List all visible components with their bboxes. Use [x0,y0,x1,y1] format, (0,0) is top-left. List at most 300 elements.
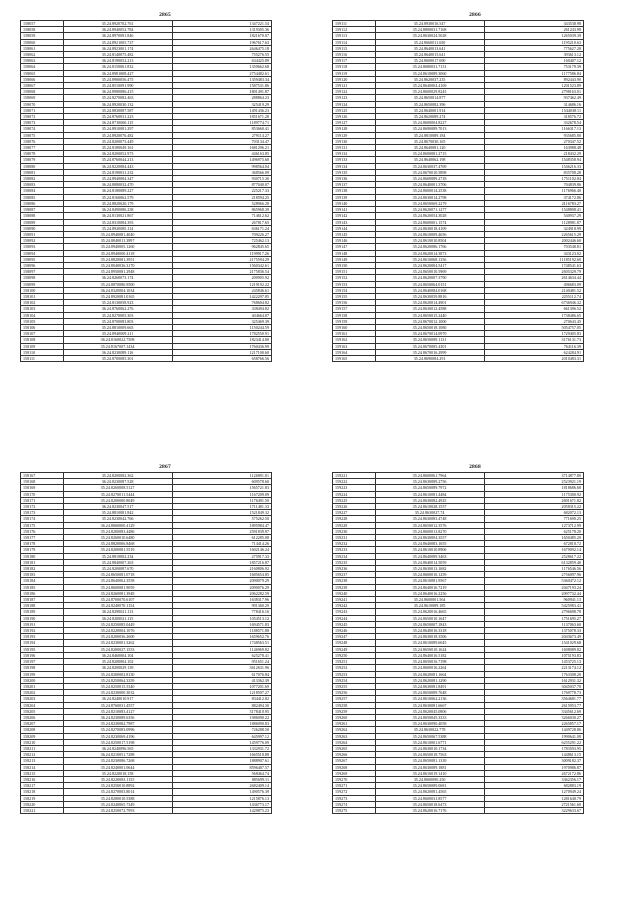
amount-cell: 2721561.60 [484,801,583,807]
account-key-cell: 35.24.8270082.463 [63,95,172,101]
account-key-cell: 35.24.8620014.4901 [375,300,484,306]
amount-cell: 270643.45 [484,318,583,324]
account-key-cell: 35.24.8650018.1080 [375,324,484,330]
document-page-2866 [322,6,628,438]
amount-cell: 2043673.49 [484,634,583,640]
amount-cell: 1760436.99 [172,343,271,349]
account-key-cell: 35.24.8600081.2715 [375,151,484,157]
amount-cell: 1857216.87 [172,559,271,565]
record-id-cell: 159143 [333,219,376,225]
account-key-cell: 35.24.8630090.4058 [375,721,484,727]
account-key-cell: 35.24.8630024.5028 [375,33,484,39]
amount-cell: 1886090.83 [172,721,271,727]
amount-cell: 1491436.23 [172,107,271,113]
account-key-cell: 36.24.8460004.104 [63,652,172,658]
amount-cell: 634425.89 [172,58,271,64]
amount-cell: 1347221.54 [172,21,271,27]
amount-cell: 714414.26 [172,541,271,547]
record-id-cell: 159241 [333,597,376,603]
record-id-cell: 158104 [21,312,64,318]
account-key-cell: 36.24.8230089.116 [63,349,172,355]
account-key-cell: 35.24.8650082.396 [375,101,484,107]
record-id-cell: 159125 [333,107,376,113]
record-id-cell: 159122 [333,89,376,95]
record-id-cell: 159256 [333,690,376,696]
account-key-cell: 35.24.8600089.2718 [375,176,484,182]
account-key-cell: 35.24.8820081.3951 [63,256,172,262]
record-id-cell: 158215 [21,770,64,776]
amount-cell: 2614634.44 [484,275,583,281]
amount-cell: 225217.33 [172,188,271,194]
amount-cell: 853660.41 [172,126,271,132]
record-id-cell: 159251 [333,659,376,665]
record-id-cell: 158099 [21,281,64,287]
account-key-cell: 35.24.8930016.547 [375,21,484,27]
account-key-cell: 35.24.8200036.2600 [63,634,172,640]
record-id-cell: 159275 [333,807,376,813]
amount-cell: 835708.28 [484,169,583,175]
amount-cell: 3714877.80 [484,473,583,479]
account-key-cell: 35.24.8630081.6667 [375,702,484,708]
account-key-cell: 35.24.8650089.7972 [375,485,484,491]
account-key-cell: 35.24.8620016.7176 [375,807,484,813]
amount-cell: 1565721.83 [172,485,271,491]
amount-cell: 3176131.73 [484,337,583,343]
account-key-cell: 35.24.8760031.4557 [63,702,172,708]
amount-cell: 2175594.29 [172,256,271,262]
account-key-cell: 35.24.8810009.665 [63,324,172,330]
record-id-cell: 159272 [333,789,376,795]
amount-cell: 1167209.09 [172,491,271,497]
amount-cell: 267817.65 [172,219,271,225]
record-id-cell: 159126 [333,114,376,120]
amount-cell: 768604.82 [172,300,271,306]
amount-cell: 2798163.01 [484,89,583,95]
amount-cell: 1782550.91 [172,331,271,337]
record-id-cell: 158194 [21,640,64,646]
record-id-cell: 158171 [21,497,64,503]
amount-cell: 3345612.69 [484,708,583,714]
record-id-cell: 158207 [21,721,64,727]
amount-cell: 5054757.05 [484,324,583,330]
record-id-cell: 159227 [333,510,376,516]
record-id-cell: 158170 [21,491,64,497]
amount-cell: 714612.62 [172,213,271,219]
amount-cell: 658766.56 [172,355,271,361]
account-key-cell: 36.24.8160022.7508 [63,337,172,343]
amount-cell: 1189774.71 [172,120,271,126]
account-key-cell: 35.24.8630014.2798 [375,194,484,200]
record-id-cell: 159134 [333,163,376,169]
account-key-cell: 35.24.8240070.1154 [63,603,172,609]
amount-cell: 1685654.85 [172,572,271,578]
record-id-cell: 159119 [333,70,376,76]
amount-cell: 778416.16 [172,609,271,615]
account-key-cell: 35.24.8600013.8270 [375,528,484,534]
amount-cell: 1763308.20 [484,671,583,677]
account-key-cell: 36.24.8220084.443 [63,163,172,169]
record-id-cell: 158105 [21,318,64,324]
amount-cell: 3045037.70 [484,683,583,689]
amount-cell: 2265857.17 [484,721,583,727]
record-id-cell: 158077 [21,145,64,151]
amount-cell: 2097732.44 [484,590,583,596]
amount-cell: 1638317.96 [172,597,271,603]
record-id-cell: 158176 [21,528,64,534]
amount-cell: 1541029.68 [484,640,583,646]
account-key-cell: 35.24.8630012.4588 [375,306,484,312]
account-key-cell: 35.24.8630013.1682 [375,566,484,572]
account-key-cell: 36.24.8940052.784 [63,27,172,33]
record-id-cell: 159138 [333,188,376,194]
account-key-cell: 36.24.8060000.4129 [63,522,172,528]
amount-cell: 2672172.86 [484,770,583,776]
account-key-cell: 35.24.8940005.1260 [63,244,172,250]
record-id-cell: 159273 [333,795,376,801]
record-id-cell: 158110 [21,349,64,355]
record-id-cell: 159130 [333,138,376,144]
account-key-cell: 35.24.8630010.1734 [375,745,484,751]
amount-cell: 998564.04 [172,163,271,169]
amount-cell: 1281648.79 [484,795,583,801]
amount-cell: 324918.99 [484,225,583,231]
account-key-cell: 35.24.8200087.670 [63,566,172,572]
amount-cell: 1851671.28 [172,114,271,120]
account-key-cell: 35.24.8630089.2756 [375,479,484,485]
record-id-cell: 159232 [333,541,376,547]
account-key-cell: 35.24.8610081.4484 [375,491,484,497]
record-id-cell: 158213 [21,758,64,764]
amount-cell: 1665518.88 [172,752,271,758]
record-id-cell: 159265 [333,745,376,751]
account-key-cell: 35.24.8610062.2136 [375,696,484,702]
account-key-cell: 35.24.8600031.8577 [375,795,484,801]
record-id-cell: 158095 [21,256,64,262]
record-id-cell: 159121 [333,83,376,89]
record-id-cell: 158203 [21,696,64,702]
record-id-cell: 159243 [333,609,376,615]
record-id-cell: 158071 [21,107,64,113]
record-id-cell: 159139 [333,194,376,200]
account-key-cell: 35.24.8940000.4118 [63,250,172,256]
amount-cell: 1748541.63 [484,262,583,268]
record-id-cell: 158058 [21,27,64,33]
record-id-cell: 158169 [21,485,64,491]
record-id-cell: 158204 [21,702,64,708]
record-id-cell: 158102 [21,300,64,306]
account-key-cell: 35.24.8700083.803 [63,318,172,324]
record-id-cell: 159267 [333,758,376,764]
record-id-cell: 158205 [21,708,64,714]
account-key-cell: 35.24.8640001.914 [375,107,484,113]
amount-cell: 1801491.87 [172,89,271,95]
amount-cell: 528966.28 [172,200,271,206]
record-id-cell: 158108 [21,337,64,343]
account-key-cell: 35.24.8650045.3333 [375,714,484,720]
amount-cell: 612285.08 [172,535,271,541]
amount-cell: 1970986.87 [484,764,583,770]
page-number: 2865 [159,12,171,18]
amount-cell: 1176546.56 [484,566,583,572]
record-id-cell: 159156 [333,300,376,306]
amount-cell: 1895984.47 [172,522,271,528]
account-key-cell: 36.24.8200052.973 [63,151,172,157]
record-id-cell: 159152 [333,275,376,281]
amount-cell: 2615953.77 [484,702,583,708]
account-key-cell: 35.24.8250064.3359 [63,677,172,683]
record-id-cell: 158088 [21,213,64,219]
record-id-cell: 158168 [21,479,64,485]
data-table [332,20,584,362]
record-id-cell: 158089 [21,219,64,225]
record-id-cell: 159250 [333,652,376,658]
amount-cell: 1054513.12 [172,615,271,621]
record-id-cell: 158091 [21,231,64,237]
record-id-cell: 158192 [21,628,64,634]
record-id-cell: 159264 [333,739,376,745]
account-key-cell: 35.24.8260081.3948 [63,590,172,596]
account-key-cell: 35.24.8230001.3262 [63,640,172,646]
record-id-cell: 158219 [21,795,64,801]
amount-cell: 325419.29 [172,101,271,107]
record-id-cell: 158086 [21,200,64,206]
account-key-cell: 35.24.8980056.475 [63,76,172,82]
account-key-cell: 35.24.8240001.0644 [63,764,172,770]
account-key-cell: 35.24.8160062.579 [63,194,172,200]
record-id-cell: 158107 [21,331,64,337]
record-id-cell: 158187 [21,597,64,603]
account-key-cell: 35.24.8220083.1155 [63,776,172,782]
amount-cell: 2062282.59 [172,590,271,596]
amount-cell: 2002446.60 [484,238,583,244]
account-key-cell: 35.24.8620081.1664 [375,671,484,677]
account-key-cell: 35.24.8670030.165 [375,138,484,144]
account-key-cell: 35.24.8670016.2999 [375,349,484,355]
account-key-cell: 35.24.8230000.3032 [63,690,172,696]
record-id-cell: 158075 [21,132,64,138]
account-key-cell: 35.24.8630027.74 [375,510,484,516]
record-id-cell: 158059 [21,33,64,39]
amount-cell: 1350662.68 [172,64,271,70]
amount-cell: 6736946.32 [484,300,583,306]
amount-cell: 5360472.12 [484,578,583,584]
account-key-cell: 35.24.8940081.4040 [63,231,172,237]
record-id-cell: 159128 [333,126,376,132]
record-id-cell: 159157 [333,306,376,312]
account-key-cell: 35.24.8180049.161 [63,145,172,151]
amount-cell: 1137063.60 [484,621,583,627]
account-key-cell: 35.24.8200073.449 [63,138,172,144]
record-id-cell: 159225 [333,497,376,503]
amount-cell: 2116783.27 [484,200,583,206]
record-id-cell: 158198 [21,665,64,671]
account-key-cell: 35.24.8610001.6771 [375,739,484,745]
account-key-cell: 35.24.8040011.3897 [63,238,172,244]
record-id-cell: 159252 [333,665,376,671]
amount-cell: 3009182.37 [484,758,583,764]
amount-cell: 3612631.96 [172,665,271,671]
account-key-cell: 35.24.8620007.3790 [375,275,484,281]
record-id-cell: 159228 [333,516,376,522]
amount-cell: 682883.19 [484,783,583,789]
amount-cell: 1175300.92 [484,491,583,497]
record-id-cell: 159131 [333,145,376,151]
account-key-cell: 35.24.8610010.8906 [375,547,484,553]
account-key-cell: 35.24.8250085.0449 [63,621,172,627]
account-key-cell: 35.24.8650089.1131 [375,337,484,343]
account-key-cell: 35.24.8640016.3318 [375,628,484,634]
amount-cell: 882494.30 [172,702,271,708]
record-id-cell: 158167 [21,473,64,479]
account-key-cell: 36.24.8260073.174 [63,275,172,281]
record-id-cell: 159142 [333,213,376,219]
record-id-cell: 158210 [21,739,64,745]
account-key-cell: 35.24.8200082.362 [63,473,172,479]
amount-cell: 2756097.96 [484,572,583,578]
record-id-cell: 158202 [21,690,64,696]
record-id-cell: 159158 [333,312,376,318]
account-key-cell: 35.24.8630004.3557 [375,535,484,541]
account-key-cell: 35.24.8270003.8014 [63,789,172,795]
account-key-cell: 35.24.8690084.291 [375,355,484,361]
amount-cell: 1769778.73 [484,690,583,696]
amount-cell: 617076.84 [172,671,271,677]
account-key-cell: 35.24.8200000.8049 [63,497,172,503]
account-key-cell: 35.24.8250017.5198 [63,739,172,745]
account-key-cell: 35.24.8600004.8227 [375,120,484,126]
account-key-cell: 36.24.8080032.470 [63,182,172,188]
account-key-cell: 35.24.8650014.877 [375,95,484,101]
account-key-cell: 35.24.8680031.7131 [375,64,484,70]
record-id-cell: 159224 [333,491,376,497]
record-id-cell: 159246 [333,628,376,634]
record-id-cell: 159116 [333,52,376,58]
record-id-cell: 159255 [333,683,376,689]
account-key-cell: 36.24.8200021.115 [63,615,172,621]
amount-cell: 726288.50 [172,727,271,733]
amount-cell: 1821670.07 [172,33,271,39]
amount-cell: 2010483.31 [484,355,583,361]
record-id-cell: 159140 [333,200,376,206]
record-id-cell: 159238 [333,578,376,584]
account-key-cell: 35.24.8650018.6473 [375,801,484,807]
account-key-cell: 35.24.8600081.9059 [63,584,172,590]
record-id-cell: 159115 [333,45,376,51]
record-id-cell: 159259 [333,708,376,714]
record-id-cell: 159162 [333,337,376,343]
amount-cell: 1602146.24 [172,547,271,553]
account-key-cell: 35.24.8600016.2264 [375,665,484,671]
amount-cell: 1990641.08 [484,733,583,739]
amount-cell: 1219192.22 [172,281,271,287]
record-id-cell: 159133 [333,157,376,163]
amount-cell: 1783593.95 [484,745,583,751]
amount-cell: 625278.41 [172,652,271,658]
record-id-cell: 158109 [21,343,64,349]
record-id-cell: 158214 [21,764,64,770]
account-key-cell: 35.24.8250015.5340 [63,683,172,689]
account-key-cell: 35.24.8620089.274 [375,114,484,120]
document-page-2868 [322,458,628,900]
amount-cell: 1077201.69 [172,683,271,689]
account-key-cell: 35.24.8230069.4196 [63,733,172,739]
amount-cell: 540937.29 [484,213,583,219]
record-id-cell: 159233 [333,547,376,553]
record-id-cell: 158087 [21,207,64,213]
account-key-cell: 35.24.8600010.1259 [375,572,484,578]
amount-cell: 275917.33 [172,553,271,559]
record-id-cell: 159145 [333,231,376,237]
record-id-cell: 159235 [333,559,376,565]
record-id-cell: 158196 [21,652,64,658]
account-key-cell: 35.24.8830087.587 [63,107,172,113]
amount-cell: 1459776.09 [172,739,271,745]
account-key-cell: 35.24.8310084.393 [63,219,172,225]
record-id-cell: 159223 [333,485,376,491]
amount-cell: 930715.30 [172,176,271,182]
account-key-cell: 35.24.8650010.5969 [375,269,484,275]
amount-cell: 2090076.29 [172,584,271,590]
account-key-cell: 35.24.8200027.1553 [63,646,172,652]
amount-cell: 1128981.87 [484,219,583,225]
record-id-cell: 158079 [21,157,64,163]
amount-cell: 775627.28 [484,45,583,51]
amount-cell: 575262.50 [172,516,271,522]
account-key-cell: 35.24.8650018.7563 [375,752,484,758]
record-id-cell: 159236 [333,566,376,572]
account-key-cell: 35.24.8230042.766 [63,516,172,522]
record-id-cell: 159165 [333,355,376,361]
amount-cell: 1218597.27 [172,690,271,696]
amount-cell: 3266030.27 [484,714,583,720]
amount-cell: 877040.07 [172,182,271,188]
record-id-cell: 158177 [21,535,64,541]
amount-cell: 1587531.86 [172,83,271,89]
account-key-cell: 36.24.8230047.517 [63,504,172,510]
record-id-cell: 158189 [21,609,64,615]
amount-cell: 2140481.52 [484,287,583,293]
amount-cell: 1612931.32 [484,677,583,683]
account-key-cell: 35.24.8630018.3506 [375,634,484,640]
account-key-cell: 35.24.8650089.7648 [375,690,484,696]
record-id-cell: 159163 [333,343,376,349]
amount-cell: 1496975.60 [172,157,271,163]
account-key-cell: 35.24.8270005.303 [63,312,172,318]
amount-cell: 160407.12 [484,58,583,64]
account-key-cell: 36.24.8290021.113 [63,609,172,615]
amount-cell: 1150244.59 [172,324,271,330]
amount-cell: 935685.80 [484,132,583,138]
record-id-cell: 159164 [333,349,376,355]
amount-cell: 1823414.80 [172,337,271,343]
account-key-cell: 35.24.8600029.8245 [375,89,484,95]
record-id-cell: 159153 [333,281,376,287]
account-key-cell: 35.24.8610089.185 [375,603,484,609]
amount-cell: 1332931.72 [172,745,271,751]
record-id-cell: 159159 [333,318,376,324]
account-key-cell: 35.24.8620016.4665 [375,609,484,615]
account-key-cell: 35.24.8940084.347 [63,176,172,182]
amount-cell: 1319305.36 [172,27,271,33]
amount-cell: 314686.16 [484,101,583,107]
amount-cell: 3564681.77 [484,696,583,702]
account-key-cell: 35.24.8920076.482 [63,132,172,138]
amount-cell: 343123.02 [484,250,583,256]
record-id-cell: 158185 [21,584,64,590]
table-row [21,807,272,813]
record-id-cell: 158098 [21,275,64,281]
amount-cell: 6255291.22 [484,739,583,745]
